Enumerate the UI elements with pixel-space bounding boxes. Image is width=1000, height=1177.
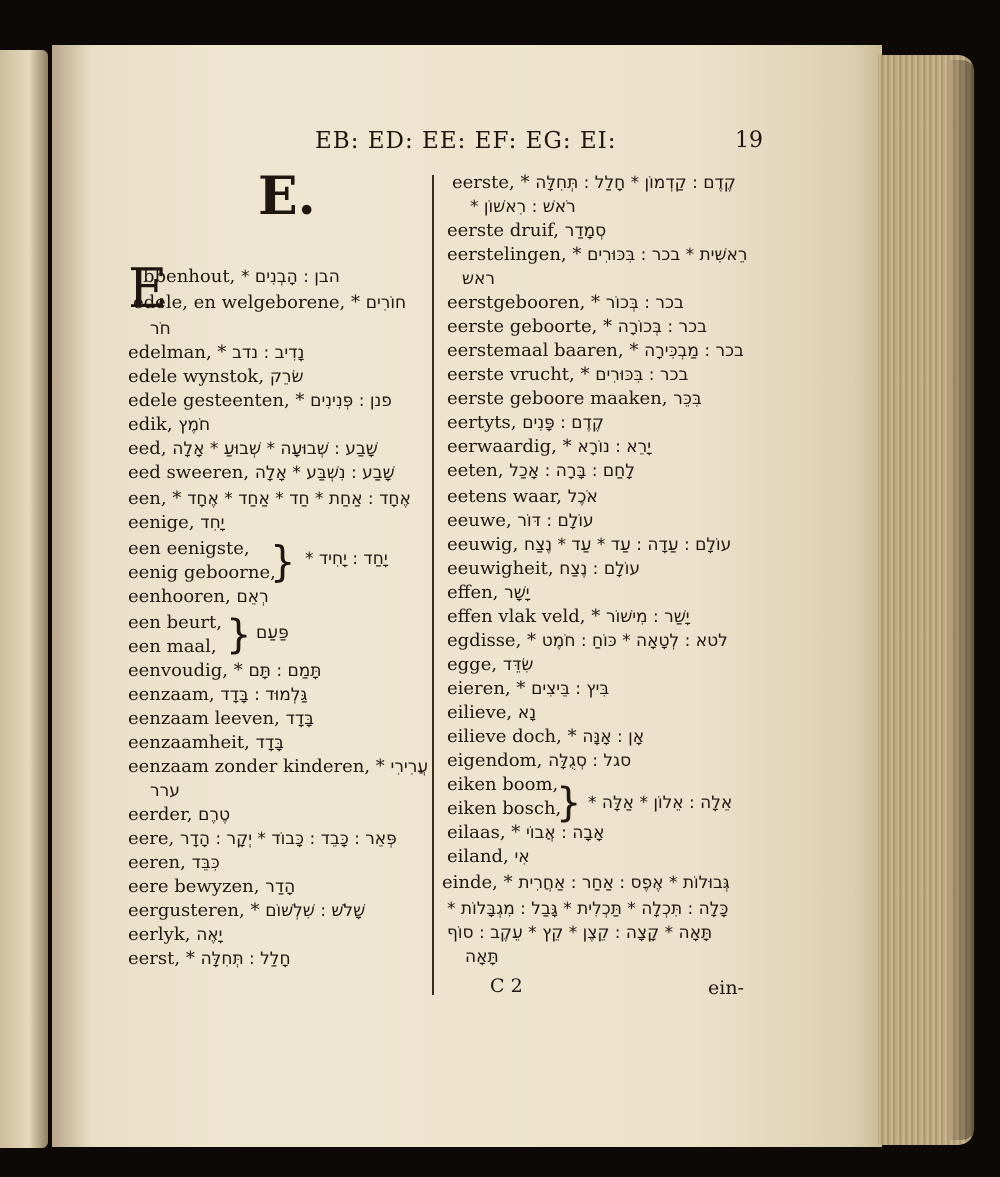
left-entry bbox=[143, 266, 340, 288]
right-entry bbox=[447, 654, 533, 676]
hebrew-translation: רְאֵם bbox=[236, 587, 269, 607]
dutch-headword: eeuwig, bbox=[447, 534, 519, 555]
dutch-headword: edele wynstok, bbox=[128, 366, 265, 387]
hebrew-translation: הבן : הָבְנִים * bbox=[241, 267, 340, 287]
dutch-headword: eenzaamheit, bbox=[128, 732, 250, 753]
dutch-headword: effen vlak veld, * bbox=[447, 606, 601, 627]
dutch-headword: eerder, bbox=[128, 804, 193, 825]
hebrew-translation: חוֹרִים bbox=[365, 293, 407, 313]
brace-hebrew-eiken: אֵלָה : אֵלוֹן * אַלָּה * bbox=[588, 793, 733, 813]
dutch-headword: eere bewyzen, bbox=[128, 876, 260, 897]
brace-beurt: } bbox=[226, 612, 252, 658]
dutch-headword: eenig geboorne, bbox=[128, 562, 276, 583]
dutch-headword: eed sweeren, bbox=[128, 462, 250, 483]
hebrew-translation: לטא : לְטָאָה * כּוֹחַ : חֹמֶט bbox=[541, 631, 728, 651]
dutch-headword: eiland, bbox=[447, 846, 509, 867]
left-entry bbox=[128, 756, 428, 778]
left-entry bbox=[128, 948, 291, 970]
hebrew-translation: עוֹלָם : עַדָה : עַד * עַד * נֶצַח bbox=[524, 535, 732, 555]
hebrew-translation: שִׂדֵּד bbox=[502, 655, 534, 675]
dutch-headword: egge, bbox=[447, 654, 498, 675]
hebrew-translation: תָּאָה * קָצָה : קֵצֶן * קֵץ * עֵקֶב : סוֹף bbox=[447, 923, 713, 943]
hebrew-translation: יָחִד bbox=[200, 513, 225, 533]
right-entry bbox=[447, 340, 744, 362]
dutch-headword: eerstemaal baaren, * bbox=[447, 340, 639, 361]
hebrew-translation: קֶדֶם : פָּנִים bbox=[522, 413, 604, 433]
dutch-headword: eerstgebooren, * bbox=[447, 292, 601, 313]
left-entry bbox=[150, 780, 180, 802]
left-entry bbox=[128, 924, 222, 946]
hebrew-translation: אָבָה : אֲבוֹי bbox=[526, 823, 605, 843]
right-entry bbox=[442, 872, 730, 894]
dutch-headword: eiken bosch, bbox=[447, 798, 562, 819]
hebrew-translation: בָּדָד bbox=[255, 733, 284, 753]
brace-eiken: } bbox=[556, 780, 582, 826]
right-entry bbox=[470, 196, 576, 218]
hebrew-translation: אֹכֶל bbox=[567, 487, 598, 507]
left-entry bbox=[128, 660, 321, 682]
dutch-headword: edele, en welgeborene, * bbox=[133, 292, 360, 313]
dutch-headword: egdisse, * bbox=[447, 630, 537, 651]
left-entry bbox=[128, 708, 314, 730]
hebrew-translation: סגל : סְגֻלָּה bbox=[548, 751, 632, 771]
hebrew-translation: שׂרֵק bbox=[269, 367, 304, 387]
right-entry bbox=[465, 946, 499, 968]
hebrew-translation: עֲרִירִי bbox=[390, 757, 429, 777]
left-entry bbox=[128, 342, 304, 364]
dutch-headword: eeten, bbox=[447, 460, 504, 481]
right-entry bbox=[447, 534, 731, 556]
hebrew-translation: רֵאשִׁית * בכר : בִּכּוּרִים bbox=[587, 245, 748, 265]
dutch-headword: eilaas, * bbox=[447, 822, 521, 843]
left-entry bbox=[128, 438, 378, 460]
right-entry bbox=[447, 412, 604, 434]
hebrew-translation: רֹאשׁ : רִאשׁוֹן * bbox=[470, 197, 576, 217]
hebrew-translation: חֹר bbox=[150, 319, 171, 339]
right-entry bbox=[447, 436, 651, 458]
dutch-headword: eerst, * bbox=[128, 948, 195, 969]
left-entry bbox=[150, 318, 171, 340]
dutch-headword: een, * bbox=[128, 488, 182, 509]
hebrew-translation: לָחַם : בָּרָה : אָכַל bbox=[509, 461, 635, 481]
right-entry bbox=[447, 922, 712, 944]
dutch-headword: eerlyk, bbox=[128, 924, 191, 945]
hebrew-translation: אָן : אָנָּה bbox=[582, 727, 645, 747]
dutch-headword: eerwaardig, * bbox=[447, 436, 572, 457]
right-entry bbox=[447, 630, 728, 652]
hebrew-translation: הָדַר bbox=[265, 877, 296, 897]
dutch-headword: eigendom, bbox=[447, 750, 543, 771]
hebrew-translation: בִּכֵּר bbox=[673, 389, 702, 409]
right-entry bbox=[452, 172, 736, 194]
right-entry bbox=[462, 268, 495, 290]
left-entry bbox=[128, 488, 411, 510]
dutch-headword: eertyts, bbox=[447, 412, 517, 433]
right-entry bbox=[447, 678, 609, 700]
dutch-headword: eerste, * bbox=[452, 172, 530, 193]
left-entry bbox=[128, 366, 304, 388]
right-entry bbox=[447, 460, 635, 482]
hebrew-translation: סְמָדַר bbox=[564, 221, 607, 241]
dutch-headword: effen, bbox=[447, 582, 499, 603]
page-number: 19 bbox=[735, 128, 763, 153]
hebrew-translation: בכר : בִּכּוּרִים bbox=[595, 365, 689, 385]
hebrew-translation: ערר bbox=[150, 781, 180, 801]
dutch-headword: eerste geboorte, * bbox=[447, 316, 613, 337]
right-entry bbox=[447, 774, 558, 796]
hebrew-translation: חֹמֶץ bbox=[178, 415, 211, 435]
left-entry bbox=[128, 828, 397, 850]
left-entry bbox=[128, 612, 222, 634]
hebrew-translation: אִי bbox=[514, 847, 530, 867]
left-entry bbox=[128, 562, 276, 584]
hebrew-translation: תָּמַם : תָּם bbox=[248, 661, 322, 681]
hebrew-translation: כִּבֵּד bbox=[191, 853, 220, 873]
signature-mark: C 2 bbox=[490, 975, 523, 997]
right-entry bbox=[447, 898, 728, 920]
drop-cap-e: E bbox=[128, 257, 168, 320]
right-entry bbox=[447, 846, 530, 868]
right-entry bbox=[447, 726, 644, 748]
catchword: ein- bbox=[708, 977, 744, 999]
dutch-headword: eeren, bbox=[128, 852, 186, 873]
dutch-headword: eerste druif, bbox=[447, 220, 559, 241]
dutch-headword: eenzaam zonder kinderen, * bbox=[128, 756, 385, 777]
right-entry bbox=[447, 244, 747, 266]
dutch-headword: eiken boom, bbox=[447, 774, 559, 795]
hebrew-translation: קֶדֶם : קַדְמוֹן * חָלַל : תְּחִלָּה bbox=[535, 173, 736, 193]
hebrew-translation: בכר : מַבְכִּירָה bbox=[644, 341, 744, 361]
brace-hebrew-eenig: יָחַד : יָחִיד * bbox=[305, 549, 388, 569]
dutch-headword: eerstelingen, * bbox=[447, 244, 582, 265]
left-entry bbox=[128, 586, 269, 608]
dutch-headword: bbenhout, bbox=[143, 266, 236, 287]
right-entry bbox=[447, 606, 690, 628]
dutch-headword: eilieve doch, * bbox=[447, 726, 577, 747]
hebrew-translation: אֶחָד : אַחַת * חַד * אַחַד * אֶחָד bbox=[187, 489, 411, 509]
hebrew-translation: יָשַׁר : מִישׁוֹר bbox=[605, 607, 690, 627]
left-entry bbox=[128, 732, 284, 754]
hebrew-translation: גַּלְמוּד : בָּדָד bbox=[220, 685, 308, 705]
left-entry bbox=[128, 390, 392, 412]
right-entry bbox=[447, 292, 684, 314]
dutch-headword: eenzaam leeven, bbox=[128, 708, 280, 729]
hebrew-translation: נָדִיב : נדב bbox=[232, 343, 305, 363]
hebrew-translation: יָרֵא : נוֹרָא bbox=[577, 437, 652, 457]
brace-hebrew-beurt: פַּעַם bbox=[256, 623, 289, 643]
left-entry bbox=[128, 538, 250, 560]
left-entry bbox=[128, 684, 307, 706]
brace-eenig: } bbox=[270, 538, 296, 587]
hebrew-translation: יָשָׁר bbox=[504, 583, 530, 603]
running-header: EB: ED: EE: EF: EG: EI: bbox=[315, 128, 617, 154]
dutch-headword: een eenigste, bbox=[128, 538, 250, 559]
right-entry bbox=[447, 582, 530, 604]
left-entry bbox=[128, 414, 210, 436]
hebrew-translation: נָא bbox=[517, 703, 537, 723]
left-entry bbox=[128, 876, 295, 898]
dutch-headword: eetens waar, bbox=[447, 486, 562, 507]
left-entry bbox=[128, 852, 220, 874]
dutch-headword: eergusteren, * bbox=[128, 900, 260, 921]
right-entry bbox=[447, 486, 598, 508]
hebrew-translation: שָׁבַע : נִשְׁבַּע * אָלָה bbox=[254, 463, 395, 483]
dutch-headword: eeuwigheit, bbox=[447, 558, 554, 579]
left-page-edge bbox=[0, 50, 48, 1148]
dutch-headword: eerste vrucht, * bbox=[447, 364, 590, 385]
dutch-headword: een maal, bbox=[128, 636, 217, 657]
hebrew-translation: חָלַל : תְּחִלָּה bbox=[200, 949, 291, 969]
left-entry bbox=[133, 292, 406, 314]
dutch-headword: eenhooren, bbox=[128, 586, 231, 607]
hebrew-translation: עוֹלָם : נֶצַח bbox=[559, 559, 641, 579]
right-entry bbox=[447, 798, 561, 820]
hebrew-translation: בִּיץ : בֵּיצִים bbox=[531, 679, 610, 699]
left-entry bbox=[128, 462, 395, 484]
hebrew-translation: גְּבוּלוֹת * אֶפֶס : אַחַר : אַחֲרִית bbox=[518, 873, 730, 893]
hebrew-translation: פנן : פְּנִינִים bbox=[310, 391, 392, 411]
right-entry bbox=[447, 364, 688, 386]
right-entry bbox=[447, 220, 606, 242]
hebrew-translation: שָׁבַע : שְׁבוּעָה * שְׁבוּעַ * אָלָה bbox=[172, 439, 378, 459]
dutch-headword: edele gesteenten, * bbox=[128, 390, 305, 411]
hebrew-translation: בכר : בְּכוֹר bbox=[605, 293, 684, 313]
page-block-shadow bbox=[950, 60, 976, 1140]
dutch-headword: eilieve, bbox=[447, 702, 513, 723]
hebrew-translation: שָׁלֹשׁ : שִׁלְשׁוֹם bbox=[265, 901, 366, 921]
hebrew-translation: תָּאָה bbox=[465, 947, 499, 967]
left-entry bbox=[128, 900, 365, 922]
dutch-headword: edelman, * bbox=[128, 342, 227, 363]
right-entry bbox=[447, 510, 594, 532]
hebrew-translation: כָּלָה : תִּכְלָה * תַּכְלִית * גָּבַל : מִגְבָּלוֹת * bbox=[447, 899, 729, 919]
hebrew-translation: יָאֶה bbox=[196, 925, 223, 945]
hebrew-translation: טֶרֶם bbox=[198, 805, 231, 825]
dutch-headword: eenzaam, bbox=[128, 684, 215, 705]
hebrew-translation: בכר : בְּכוֹרָה bbox=[617, 317, 707, 337]
dutch-headword: edik, bbox=[128, 414, 173, 435]
hebrew-translation: ראש bbox=[462, 269, 496, 289]
right-entry bbox=[447, 558, 640, 580]
dutch-headword: eenige, bbox=[128, 512, 195, 533]
left-entry bbox=[128, 636, 217, 658]
dutch-headword: eieren, * bbox=[447, 678, 526, 699]
dutch-headword: eere, bbox=[128, 828, 175, 849]
dutch-headword: eed, bbox=[128, 438, 167, 459]
dutch-headword: eenvoudig, * bbox=[128, 660, 243, 681]
section-letter: E. bbox=[258, 166, 316, 227]
dutch-headword: eerste geboore maaken, bbox=[447, 388, 668, 409]
column-divider bbox=[432, 175, 434, 995]
hebrew-translation: בָּדָד bbox=[285, 709, 314, 729]
right-entry bbox=[447, 316, 707, 338]
hebrew-translation: פְּאֵר : כָּבֵד : כָּבוֹד * יְקָר : הָדָר bbox=[180, 829, 397, 849]
dutch-headword: eeuwe, bbox=[447, 510, 512, 531]
right-entry bbox=[447, 702, 536, 724]
left-entry bbox=[128, 804, 230, 826]
right-entry bbox=[447, 388, 702, 410]
left-entry bbox=[128, 512, 225, 534]
dutch-headword: een beurt, bbox=[128, 612, 222, 633]
right-entry bbox=[447, 750, 631, 772]
dutch-headword: einde, * bbox=[442, 872, 513, 893]
hebrew-translation: עוֹלָם : דּוֹר bbox=[517, 511, 594, 531]
